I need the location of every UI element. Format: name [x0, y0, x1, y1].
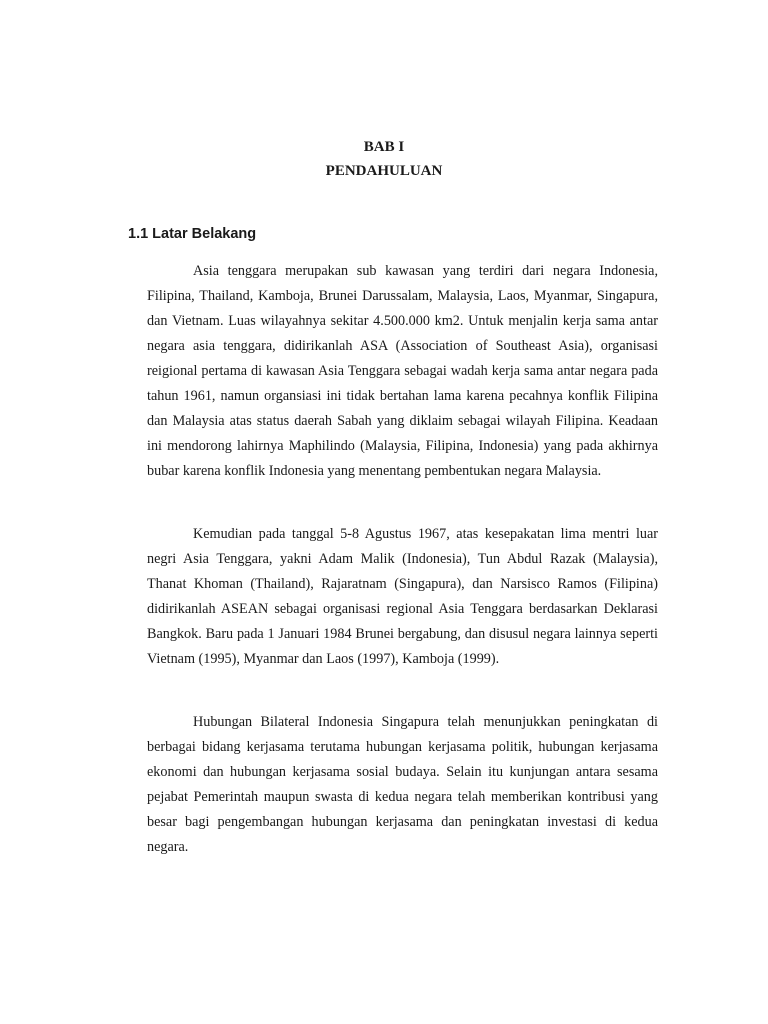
body-paragraph: Asia tenggara merupakan sub kawasan yang terdiri dari negara Indonesia, Filipina, Thailand, Kamboja, Brunei Darussalam, Malaysia, Laos, Myanmar, Singapura, dan Vietnam. Luas wilayahnya sekitar 4.500.000 km2. Untuk menjalin kerja sama antar negara asia tenggara, didirikanlah ASA (Association of Southeast Asia), organisasi reigional pertama di kawasan Asia Tenggara sebagai wadah kerja sama antar negara pada tahun 1961, namun organsiasi ini tidak bertahan lama karena pecahnya konflik Filipina dan Malaysia atas status daerah Sabah yang diklaim sebagai wilayah Filipina. Keadaan ini mendorong lahirnya Maphilindo (Malaysia, Filipina, Indonesia) yang pada akhirnya bubar karena konflik Indonesia yang menentang pembentukan negara Malaysia.	[147, 263, 658, 479]
chapter-title: PENDAHULUAN	[325, 163, 443, 179]
chapter-number: BAB I	[363, 139, 405, 155]
body-paragraph: Kemudian pada tanggal 5-8 Agustus 1967, atas kesepakatan lima mentri luar negri Asia Tenggara, yakni Adam Malik (Indonesia), Tun Abdul Razak (Malaysia), Thanat Khoman (Thailand), Rajaratnam (Singapura), dan Narsisco Ramos (Filipina) didirikanlah ASEAN sebagai organisasi regional Asia Tenggara berdasarkan Deklarasi Bangkok. Baru pada 1 Januari 1984 Brunei bergabung, dan disusul negara lainnya seperti Vietnam (1995), Myanmar dan Laos (1997), Kamboja (1999).	[147, 526, 658, 667]
body-paragraph: Hubungan Bilateral Indonesia Singapura telah menunjukkan peningkatan di berbagai bidang kerjasama terutama hubungan kerjasama politik, hubungan kerjasama ekonomi dan hubungan kerjasama sosial budaya. Selain itu kunjungan antara sesama pejabat Pemerintah maupun swasta di kedua negara telah memberikan kontribusi yang besar bagi pengembangan hubungan kerjasama dan peningkatan investasi di kedua negara.	[147, 714, 658, 855]
section-heading: 1.1 Latar Belakang	[128, 226, 257, 242]
